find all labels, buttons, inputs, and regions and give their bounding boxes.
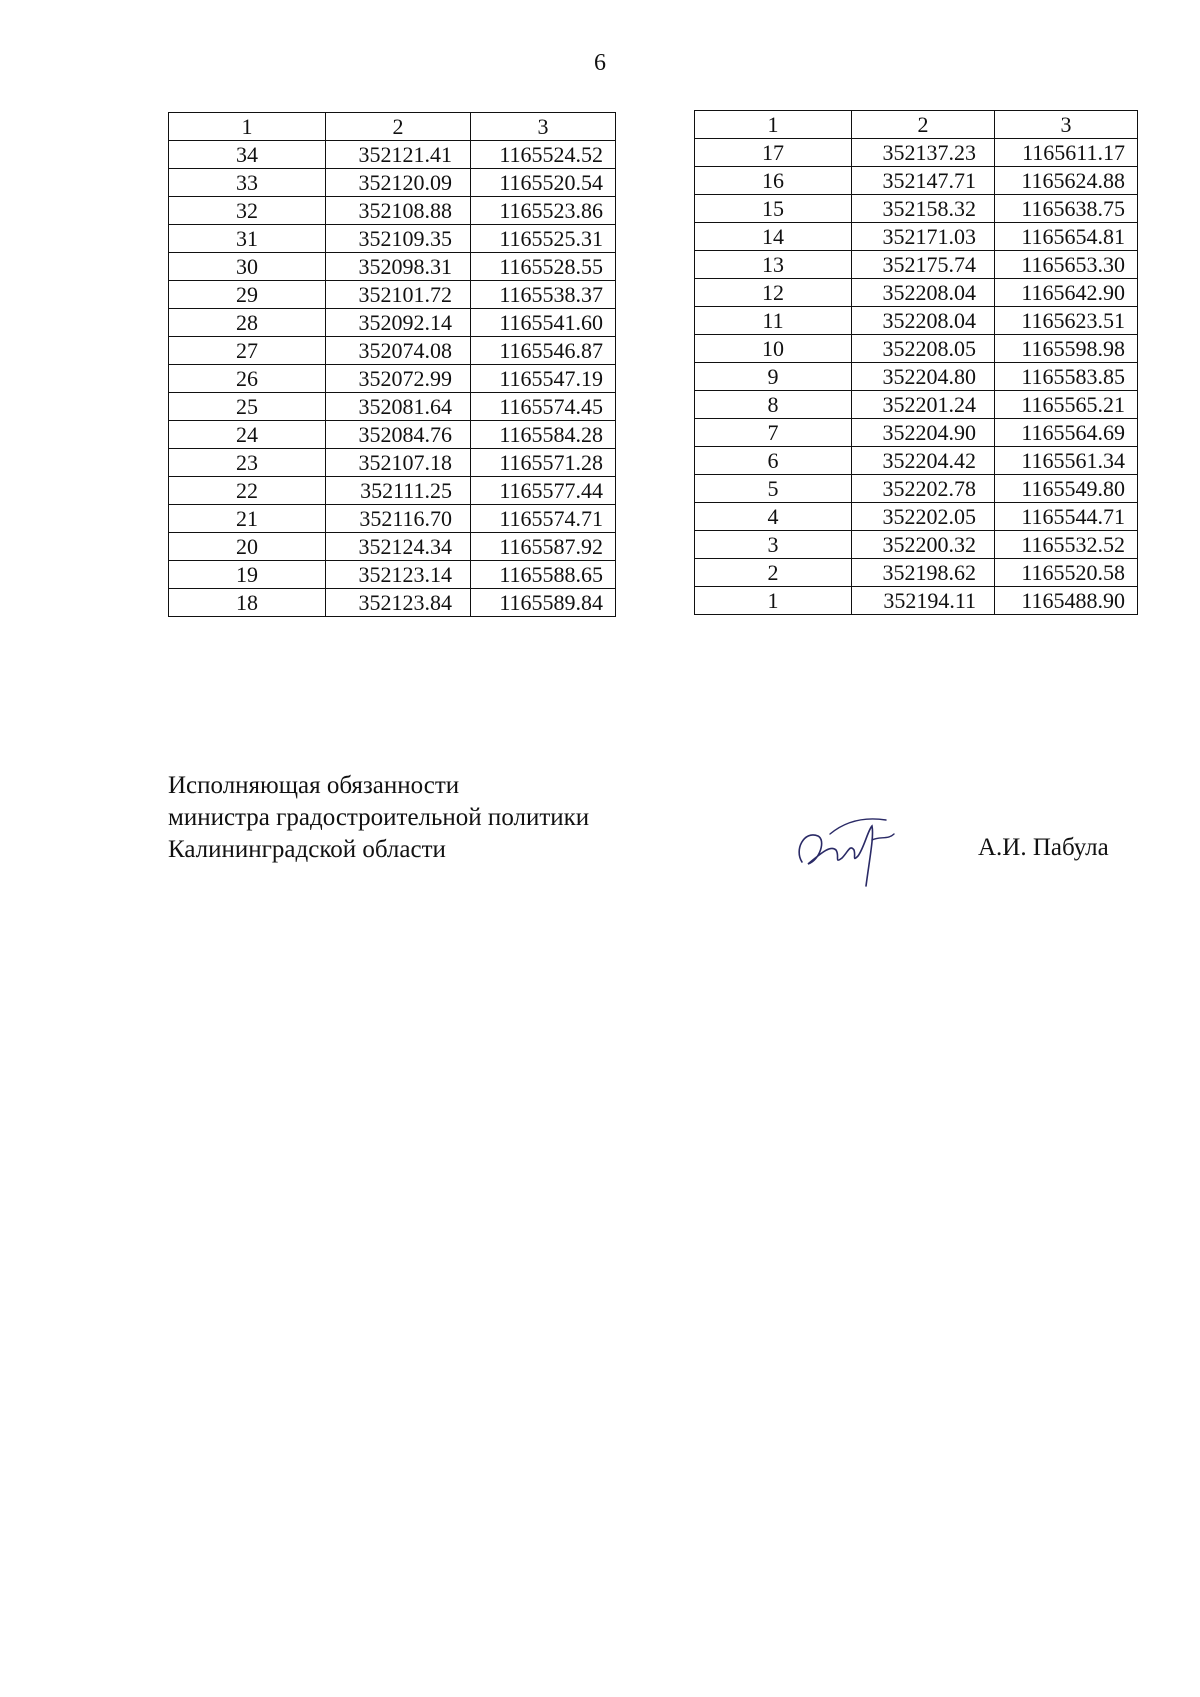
coordinate-y-cell: 1165574.71	[471, 505, 616, 533]
coordinate-y-cell: 1165571.28	[471, 449, 616, 477]
coordinate-y-cell: 1165653.30	[995, 251, 1138, 279]
table-row	[695, 363, 1138, 391]
point-number-cell: 1	[695, 587, 852, 615]
coordinate-x-cell: 352171.03	[852, 223, 995, 251]
table-row	[169, 477, 616, 505]
point-number-cell: 30	[169, 253, 326, 281]
coordinate-y-cell: 1165547.19	[471, 365, 616, 393]
point-number-cell: 19	[169, 561, 326, 589]
table-row	[695, 531, 1138, 559]
coordinate-x-cell: 352158.32	[852, 195, 995, 223]
coordinate-x-cell: 352124.34	[326, 533, 471, 561]
coordinate-x-cell: 352137.23	[852, 139, 995, 167]
coordinates-table-right	[694, 110, 1138, 615]
handwritten-signature	[790, 800, 900, 890]
column-header: 3	[471, 113, 616, 141]
point-number-cell: 11	[695, 307, 852, 335]
coordinate-x-cell: 352098.31	[326, 253, 471, 281]
table-row	[695, 195, 1138, 223]
column-header: 3	[995, 111, 1138, 139]
point-number-cell: 12	[695, 279, 852, 307]
coordinate-y-cell: 1165565.21	[995, 391, 1138, 419]
table-row	[695, 279, 1138, 307]
column-header: 1	[169, 113, 326, 141]
coordinates-table-left	[168, 112, 616, 617]
table-row	[169, 197, 616, 225]
column-header: 2	[852, 111, 995, 139]
coordinate-x-cell: 352081.64	[326, 393, 471, 421]
point-number-cell: 21	[169, 505, 326, 533]
coordinate-y-cell: 1165589.84	[471, 589, 616, 617]
point-number-cell: 2	[695, 559, 852, 587]
table-row	[695, 391, 1138, 419]
table-row	[169, 561, 616, 589]
point-number-cell: 17	[695, 139, 852, 167]
coordinate-y-cell: 1165588.65	[471, 561, 616, 589]
coordinate-y-cell: 1165488.90	[995, 587, 1138, 615]
coordinate-y-cell: 1165525.31	[471, 225, 616, 253]
coordinate-y-cell: 1165528.55	[471, 253, 616, 281]
coordinate-y-cell: 1165549.80	[995, 475, 1138, 503]
coordinate-y-cell: 1165623.51	[995, 307, 1138, 335]
point-number-cell: 3	[695, 531, 852, 559]
coordinate-x-cell: 352200.32	[852, 531, 995, 559]
coordinate-x-cell: 352121.41	[326, 141, 471, 169]
coordinate-x-cell: 352072.99	[326, 365, 471, 393]
coordinate-x-cell: 352208.04	[852, 307, 995, 335]
coordinate-x-cell: 352092.14	[326, 309, 471, 337]
coordinate-x-cell: 352120.09	[326, 169, 471, 197]
coordinate-x-cell: 352202.78	[852, 475, 995, 503]
table-row	[695, 503, 1138, 531]
coordinate-x-cell: 352108.88	[326, 197, 471, 225]
point-number-cell: 6	[695, 447, 852, 475]
coordinate-y-cell: 1165577.44	[471, 477, 616, 505]
point-number-cell: 14	[695, 223, 852, 251]
coordinate-y-cell: 1165544.71	[995, 503, 1138, 531]
coordinate-x-cell: 352194.11	[852, 587, 995, 615]
point-number-cell: 8	[695, 391, 852, 419]
point-number-cell: 27	[169, 337, 326, 365]
table-row	[169, 365, 616, 393]
point-number-cell: 26	[169, 365, 326, 393]
coordinate-y-cell: 1165638.75	[995, 195, 1138, 223]
table-row	[169, 449, 616, 477]
column-header: 1	[695, 111, 852, 139]
point-number-cell: 5	[695, 475, 852, 503]
table-row	[169, 505, 616, 533]
signatory-title	[168, 770, 589, 866]
coordinate-y-cell: 1165654.81	[995, 223, 1138, 251]
coordinate-y-cell: 1165524.52	[471, 141, 616, 169]
table-row	[169, 225, 616, 253]
signatory-title-line: Калининградской области	[168, 836, 446, 863]
coordinate-y-cell: 1165574.45	[471, 393, 616, 421]
page-number: 6	[594, 50, 606, 76]
point-number-cell: 23	[169, 449, 326, 477]
coordinate-y-cell: 1165538.37	[471, 281, 616, 309]
point-number-cell: 32	[169, 197, 326, 225]
coordinate-y-cell: 1165624.88	[995, 167, 1138, 195]
point-number-cell: 33	[169, 169, 326, 197]
table-row	[695, 251, 1138, 279]
table-row	[695, 419, 1138, 447]
table-row	[169, 253, 616, 281]
coordinate-x-cell: 352204.80	[852, 363, 995, 391]
point-number-cell: 16	[695, 167, 852, 195]
coordinate-y-cell: 1165546.87	[471, 337, 616, 365]
table-header-row	[169, 113, 616, 141]
point-number-cell: 22	[169, 477, 326, 505]
table-row	[169, 281, 616, 309]
table-row	[695, 587, 1138, 615]
table-row	[169, 421, 616, 449]
point-number-cell: 7	[695, 419, 852, 447]
point-number-cell: 24	[169, 421, 326, 449]
signatory-title-line: министра градостроительной политики	[168, 804, 590, 831]
coordinate-y-cell: 1165587.92	[471, 533, 616, 561]
coordinate-y-cell: 1165584.28	[471, 421, 616, 449]
point-number-cell: 29	[169, 281, 326, 309]
coordinate-y-cell: 1165520.58	[995, 559, 1138, 587]
point-number-cell: 10	[695, 335, 852, 363]
table-row	[695, 223, 1138, 251]
coordinate-y-cell: 1165523.86	[471, 197, 616, 225]
coordinate-x-cell: 352109.35	[326, 225, 471, 253]
coordinate-x-cell: 352101.72	[326, 281, 471, 309]
coordinate-x-cell: 352084.76	[326, 421, 471, 449]
column-header: 2	[326, 113, 471, 141]
table-row	[169, 393, 616, 421]
coordinate-x-cell: 352107.18	[326, 449, 471, 477]
table-row	[169, 141, 616, 169]
point-number-cell: 28	[169, 309, 326, 337]
point-number-cell: 31	[169, 225, 326, 253]
point-number-cell: 18	[169, 589, 326, 617]
signatory-title-line: Исполняющая обязанности	[168, 772, 460, 799]
coordinate-x-cell: 352123.84	[326, 589, 471, 617]
table-row	[169, 169, 616, 197]
coordinate-x-cell: 352074.08	[326, 337, 471, 365]
table-row	[695, 335, 1138, 363]
table-row	[695, 559, 1138, 587]
coordinate-y-cell: 1165541.60	[471, 309, 616, 337]
signer-name: А.И. Пабула	[978, 834, 1109, 861]
coordinate-x-cell: 352201.24	[852, 391, 995, 419]
coordinate-x-cell: 352175.74	[852, 251, 995, 279]
table-row	[695, 139, 1138, 167]
table-row	[695, 475, 1138, 503]
coordinate-y-cell: 1165532.52	[995, 531, 1138, 559]
table-row	[695, 447, 1138, 475]
coordinate-x-cell: 352202.05	[852, 503, 995, 531]
coordinate-y-cell: 1165598.98	[995, 335, 1138, 363]
point-number-cell: 25	[169, 393, 326, 421]
point-number-cell: 4	[695, 503, 852, 531]
coordinate-x-cell: 352198.62	[852, 559, 995, 587]
table-row	[169, 309, 616, 337]
coordinate-y-cell: 1165642.90	[995, 279, 1138, 307]
coordinate-y-cell: 1165611.17	[995, 139, 1138, 167]
coordinate-x-cell: 352204.42	[852, 447, 995, 475]
coordinate-x-cell: 352208.04	[852, 279, 995, 307]
coordinate-x-cell: 352116.70	[326, 505, 471, 533]
coordinate-x-cell: 352111.25	[326, 477, 471, 505]
coordinate-x-cell: 352204.90	[852, 419, 995, 447]
table-row	[169, 533, 616, 561]
coordinate-x-cell: 352208.05	[852, 335, 995, 363]
coordinate-y-cell: 1165583.85	[995, 363, 1138, 391]
table-header-row	[695, 111, 1138, 139]
table-row	[695, 167, 1138, 195]
table-row	[169, 337, 616, 365]
point-number-cell: 13	[695, 251, 852, 279]
coordinate-y-cell: 1165564.69	[995, 419, 1138, 447]
point-number-cell: 15	[695, 195, 852, 223]
coordinate-x-cell: 352123.14	[326, 561, 471, 589]
coordinate-y-cell: 1165520.54	[471, 169, 616, 197]
point-number-cell: 9	[695, 363, 852, 391]
table-row	[695, 307, 1138, 335]
table-row	[169, 589, 616, 617]
point-number-cell: 20	[169, 533, 326, 561]
coordinate-x-cell: 352147.71	[852, 167, 995, 195]
point-number-cell: 34	[169, 141, 326, 169]
coordinate-y-cell: 1165561.34	[995, 447, 1138, 475]
